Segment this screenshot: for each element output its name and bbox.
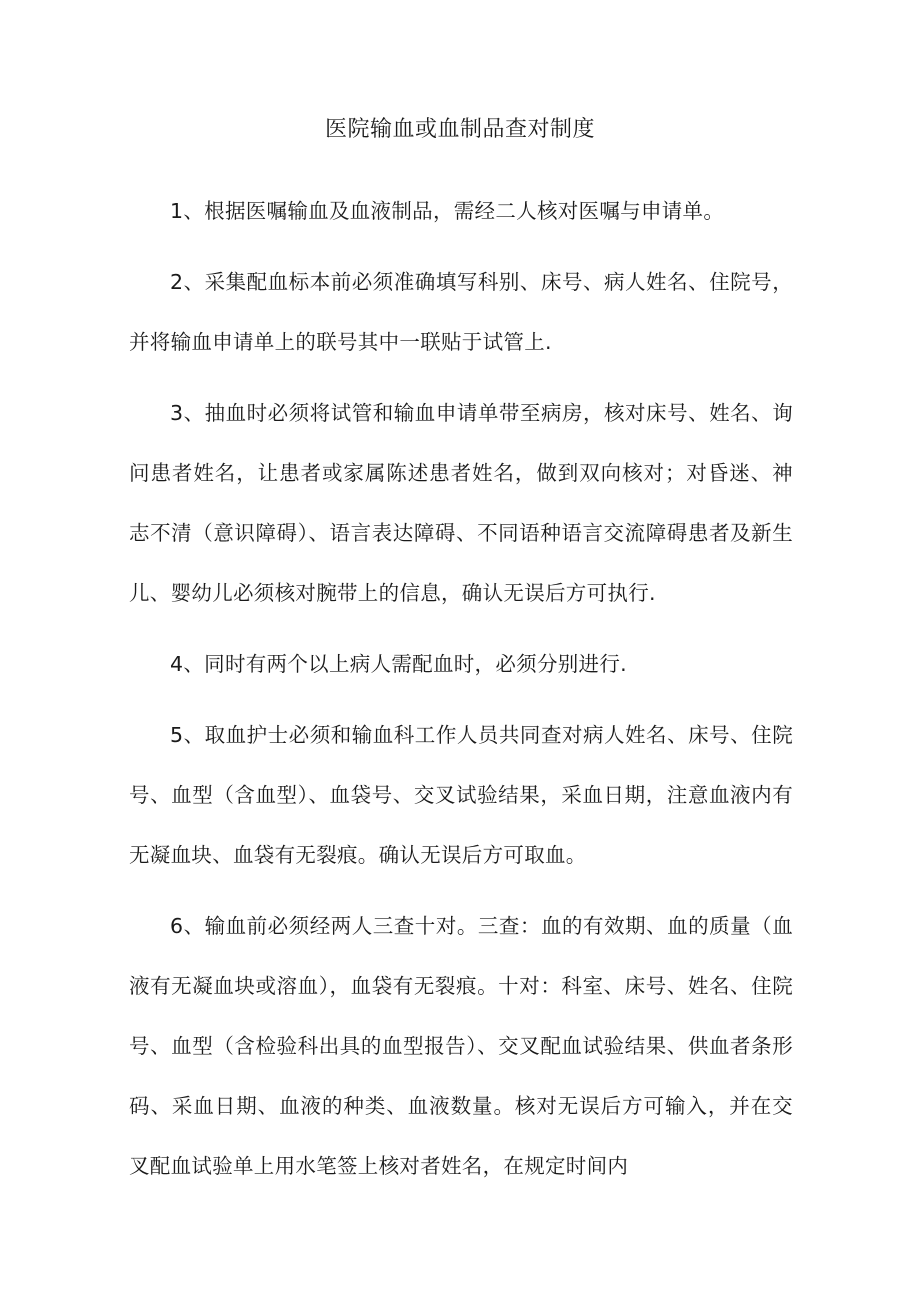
paragraph-1: 1、根据医嘱输血及血液制品，需经二人核对医嘱与申请单。 — [170, 199, 725, 223]
paragraph-3: 3、抽血时必须将试管和输血申请单带至病房，核对床号、姓名、询问患者姓名，让患者或家属陈述患者姓名，做到双向核对；对昏迷、神志不清（意识障碍）、语言表达障碍、不同语种语言交流障碍患者及新生儿、婴幼儿必须核对腕带上的信息，确认无误后方可执行. — [129, 401, 793, 605]
paragraph-6: 6、输血前必须经两人三查十对。三查：血的有效期、血的质量（血液有无凝血块或溶血），血袋有无裂痕。十对：科室、床号、姓名、住院号、血型（含检验科出具的血型报告）、交叉配血试验结果、供血者条形码、采血日期、血液的种类、血液数量。核对无误后方可输入，并在交叉配血试验单上用水笔签上核对者姓名，在规定时间内 — [129, 914, 793, 1178]
paragraph-4: 4、同时有两个以上病人需配血时，必须分别进行. — [170, 652, 627, 676]
document-title: 医院输血或血制品查对制度 — [324, 117, 595, 142]
paragraph-5: 5、取血护士必须和输血科工作人员共同查对病人姓名、床号、住院号、血型（含血型）、血袋号、交叉试验结果，采血日期，注意血液内有无凝血块、血袋有无裂痕。确认无误后方可取血。 — [129, 723, 793, 867]
document-body — [129, 181, 793, 1207]
paragraph-2: 2、采集配血标本前必须准确填写科别、床号、病人姓名、住院号，并将输血申请单上的联号其中一联贴于试管上. — [129, 270, 793, 354]
